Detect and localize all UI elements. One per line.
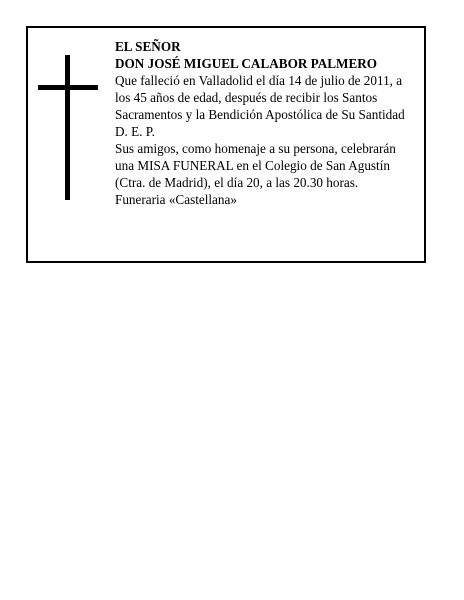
cross-horizontal-bar — [38, 85, 98, 90]
obituary-notice — [26, 26, 426, 263]
notice-body-line: los 45 años de edad, después de recibir los Santos — [115, 90, 378, 105]
latin-cross-icon — [38, 55, 98, 200]
notice-text — [115, 38, 420, 208]
funeral-home-line: Funeraria «Castellana» — [115, 192, 237, 207]
notice-body-line: Que falleció en Valladolid el día 14 de julio de 2011, a — [115, 73, 403, 88]
rest-in-peace-line: D. E. P. — [115, 124, 155, 139]
deceased-name: DON JOSÉ MIGUEL CALABOR PALMERO — [115, 56, 378, 71]
notice-heading: EL SEÑOR — [115, 39, 181, 54]
notice-body-line: una MISA FUNERAL en el Colegio de San Agustín — [115, 158, 390, 173]
cross-vertical-bar — [65, 55, 70, 200]
notice-body-line: (Ctra. de Madrid), el día 20, a las 20.30 horas. — [115, 175, 359, 190]
notice-body-line: Sacramentos y la Bendición Apostólica de Su Santidad — [115, 107, 405, 122]
notice-body-line: Sus amigos, como homenaje a su persona, celebrarán — [115, 141, 396, 156]
